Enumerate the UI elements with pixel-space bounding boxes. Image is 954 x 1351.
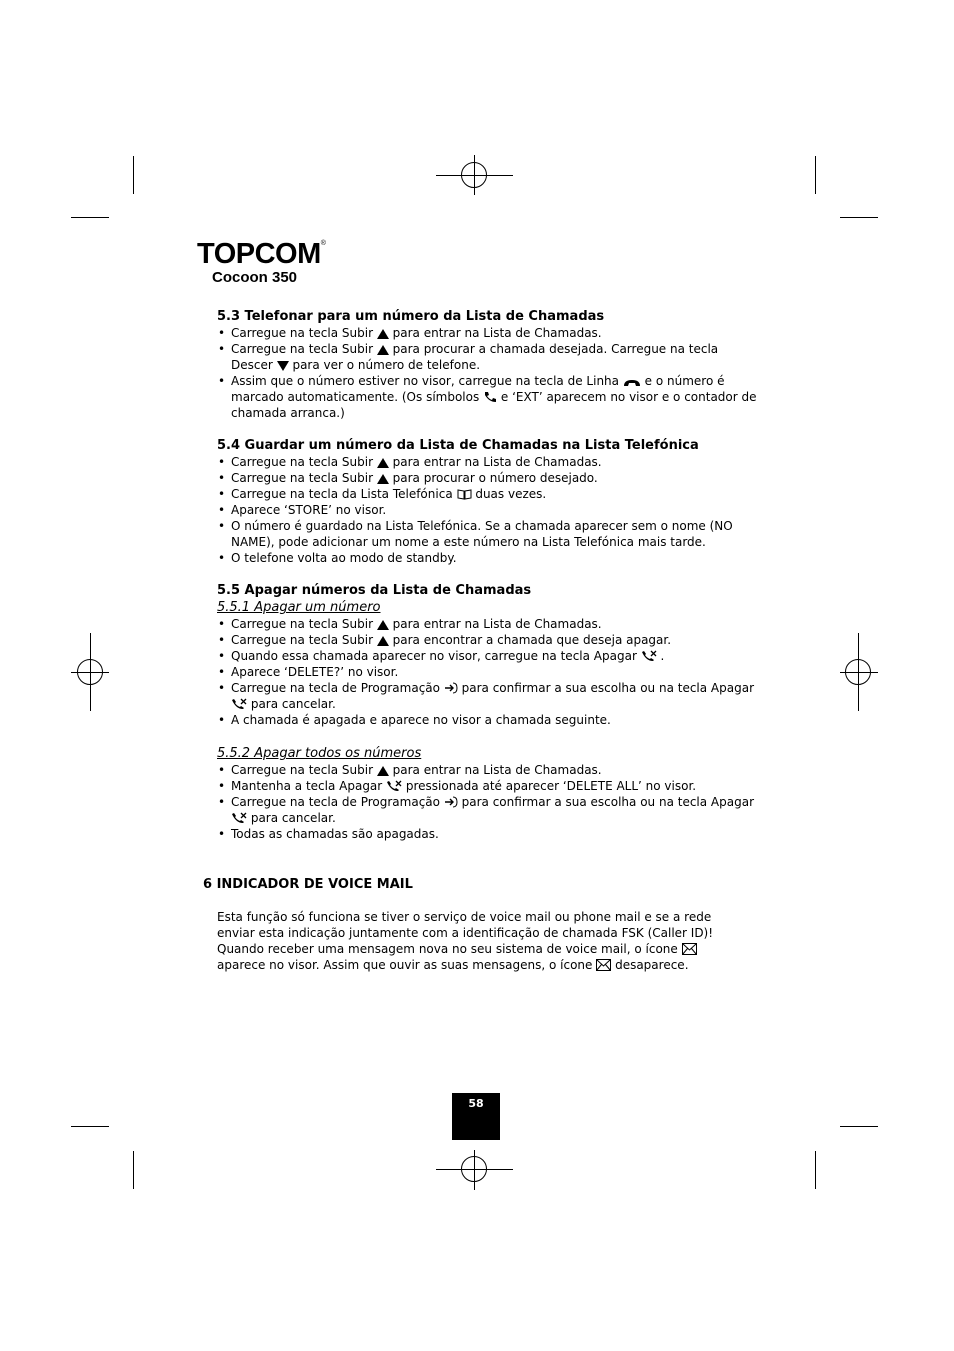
program-key-icon (444, 682, 458, 694)
up-arrow-icon (377, 766, 389, 776)
paragraph-text: Esta função só funciona se tiver o serviço de voice mail ou phone mail e se a rede enviar esta indicação juntamente com a identificação de chamada FSK (Caller ID)! (217, 910, 714, 940)
section-title-6: 6 INDICADOR DE VOICE MAIL (203, 877, 413, 892)
list-item: • Carregue na tecla Subir para entrar na Lista de Chamadas. (217, 454, 757, 470)
list-item: • A chamada é apagada e aparece no visor a chamada seguinte. (217, 712, 757, 728)
list-5-5-2 (217, 762, 757, 842)
envelope-icon (682, 943, 697, 955)
list-item: • Carregue na tecla Subir para entrar na Lista de Chamadas. (217, 616, 757, 632)
list-item: • Carregue na tecla de Programação para confirmar a sua escolha ou na tecla Apagar para cancelar. (217, 794, 757, 826)
delete-key-icon (231, 698, 247, 710)
section-title-5-3: 5.3 Telefonar para um número da Lista de Chamadas (217, 309, 605, 324)
subsection-title-5-5-2: 5.5.2 Apagar todos os números (217, 746, 422, 761)
list-5-4 (217, 454, 757, 566)
delete-key-icon (641, 650, 657, 662)
up-arrow-icon (377, 458, 389, 468)
list-item: • Aparece ‘STORE’ no visor. (217, 502, 757, 518)
list-item: • Mantenha a tecla Apagar pressionada até aparecer ‘DELETE ALL’ no visor. (217, 778, 757, 794)
list-item: • O número é guardado na Lista Telefónica. Se a chamada aparecer sem o nome (NO NAME), pode adicionar um nome a este número na Lista Telefónica mais tarde. (217, 518, 757, 550)
list-item: • O telefone volta ao modo de standby. (217, 550, 757, 566)
list-item: • Quando essa chamada aparecer no visor, carregue na tecla Apagar . (217, 648, 757, 664)
list-item: • Carregue na tecla Subir para procurar a chamada desejada. Carregue na tecla Descer para ver o número de telefone. (217, 341, 757, 373)
model-name: Cocoon 350 (212, 269, 298, 286)
list-item: • Carregue na tecla da Lista Telefónica duas vezes. (217, 486, 757, 502)
voice-mail-paragraph (217, 909, 747, 973)
up-arrow-icon (377, 636, 389, 646)
up-arrow-icon (377, 345, 389, 355)
up-arrow-icon (377, 474, 389, 484)
page-number: 58 (452, 1093, 500, 1140)
list-item: • Aparece ‘DELETE?’ no visor. (217, 664, 757, 680)
delete-key-icon (231, 812, 247, 824)
brand-logo: TOPCOM® (197, 238, 326, 270)
list-item: • Carregue na tecla Subir para entrar na Lista de Chamadas. (217, 325, 757, 341)
up-arrow-icon (377, 620, 389, 630)
delete-key-icon (386, 780, 402, 792)
list-5-5-1 (217, 616, 757, 728)
list-item: • Carregue na tecla de Programação para confirmar a sua escolha ou na tecla Apagar para cancelar. (217, 680, 757, 712)
list-item: • Carregue na tecla Subir para entrar na Lista de Chamadas. (217, 762, 757, 778)
list-item: • Todas as chamadas são apagadas. (217, 826, 757, 842)
down-arrow-icon (277, 361, 289, 371)
list-5-3 (217, 325, 757, 421)
paragraph-text: Quando receber uma mensagem nova no seu sistema de voice mail, o ícone aparece no visor. Assim que ouvir as suas mensagens, o ícone desaparece. (217, 941, 747, 973)
subsection-title-5-5-1: 5.5.1 Apagar um número (217, 600, 381, 615)
list-item: • Carregue na tecla Subir para procurar o número desejado. (217, 470, 757, 486)
section-title-5-4: 5.4 Guardar um número da Lista de Chamadas na Lista Telefónica (217, 438, 699, 453)
section-title-5-5: 5.5 Apagar números da Lista de Chamadas (217, 583, 532, 598)
list-item: • Carregue na tecla Subir para encontrar a chamada que deseja apagar. (217, 632, 757, 648)
handset-icon (483, 391, 497, 403)
envelope-icon (596, 959, 611, 971)
program-key-icon (444, 796, 458, 808)
line-key-icon (623, 379, 641, 387)
phonebook-icon (457, 489, 472, 500)
up-arrow-icon (377, 329, 389, 339)
main-content (217, 308, 757, 842)
list-item: • Assim que o número estiver no visor, carregue na tecla de Linha e o número é marcado automaticamente. (Os símbolos e ‘EXT’ aparecem no visor e o contador de chamada arranca.) (217, 373, 757, 421)
